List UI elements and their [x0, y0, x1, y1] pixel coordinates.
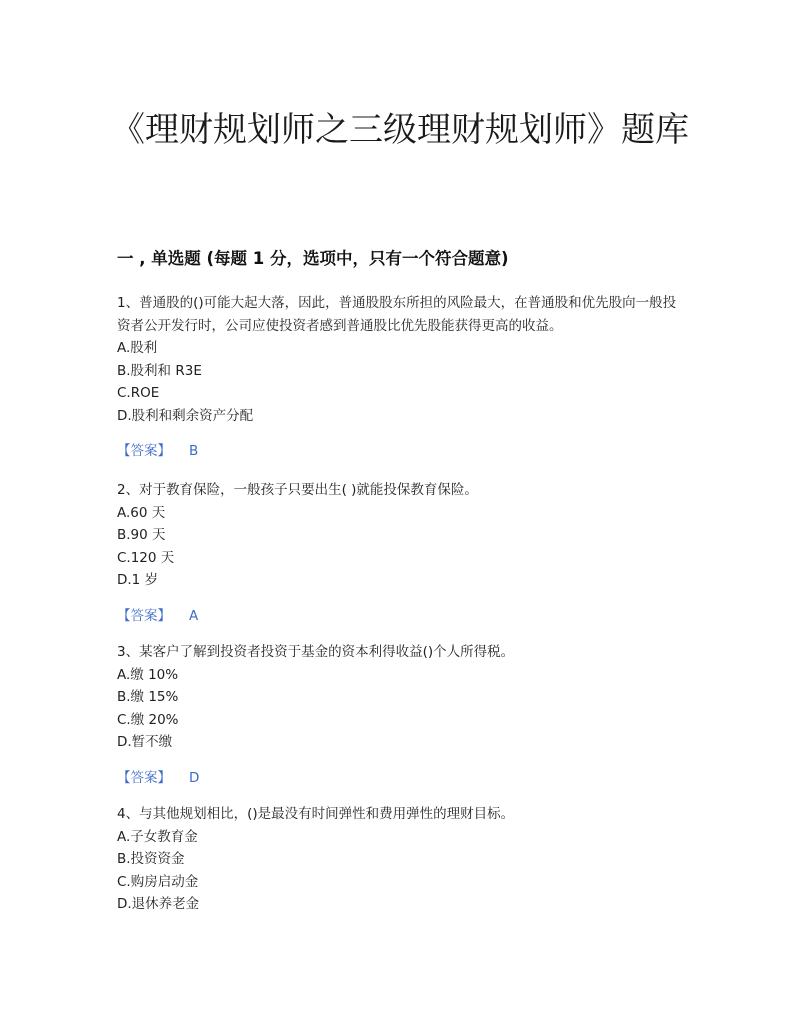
question-3: [117, 641, 687, 789]
option-b: B.90 天: [117, 527, 166, 543]
answer-tag: 【答案】: [117, 443, 171, 459]
answer-line: [117, 440, 687, 463]
answer-line: [117, 767, 687, 790]
question-4: [117, 803, 687, 916]
option-c: C.ROE: [117, 385, 160, 401]
option-a: A.缴 10%: [117, 666, 179, 683]
option-c: C.购房启动金: [117, 873, 199, 890]
option-b: B.股利和 R3E: [117, 362, 202, 379]
option-d: D.股利和剩余资产分配: [117, 407, 254, 424]
answer-tag: 【答案】: [117, 769, 171, 786]
option-d: D.暂不缴: [117, 734, 173, 750]
answer-value: B: [189, 443, 199, 459]
option-b: B.投资资金: [117, 851, 185, 867]
question-stem: 3、某客户了解到投资者投资于基金的资本利得收益()个人所得税。: [117, 644, 515, 660]
option-a: A.股利: [117, 340, 158, 356]
option-a: A.子女教育金: [117, 828, 198, 845]
answer-line: [117, 605, 687, 628]
option-c: C.120 天: [117, 549, 175, 566]
option-list: [117, 502, 687, 592]
option-d: D.1 岁: [117, 572, 159, 588]
document-title: 《理财规划师之三级理财规划师》题库: [111, 110, 689, 150]
answer-value: D: [189, 769, 200, 786]
question-2: [117, 479, 687, 627]
option-list: [117, 826, 687, 916]
question-stem: 2、对于教育保险，一般孩子只要出生( )就能投保教育保险。: [117, 482, 478, 498]
section-heading: 一 , 单选题 (每题 1 分，选项中，只有一个符合题意): [117, 249, 509, 268]
option-a: A.60 天: [117, 504, 166, 521]
option-b: B.缴 15%: [117, 689, 179, 705]
question-1: [117, 292, 687, 463]
question-stem: 1、普通股的()可能大起大落，因此，普通股股东所担的风险最大，在普通股和优先股向一般投资者公开发行时，公司应使投资者感到普通股比优先股能获得更高的收益。: [117, 295, 677, 334]
question-stem: 4、与其他规划相比，()是最没有时间弹性和费用弹性的理财目标。: [117, 806, 515, 822]
option-list: [117, 337, 687, 427]
option-c: C.缴 20%: [117, 711, 179, 728]
option-list: [117, 664, 687, 754]
option-d: D.退休养老金: [117, 896, 200, 912]
answer-value: A: [189, 607, 199, 624]
answer-tag: 【答案】: [117, 607, 171, 624]
